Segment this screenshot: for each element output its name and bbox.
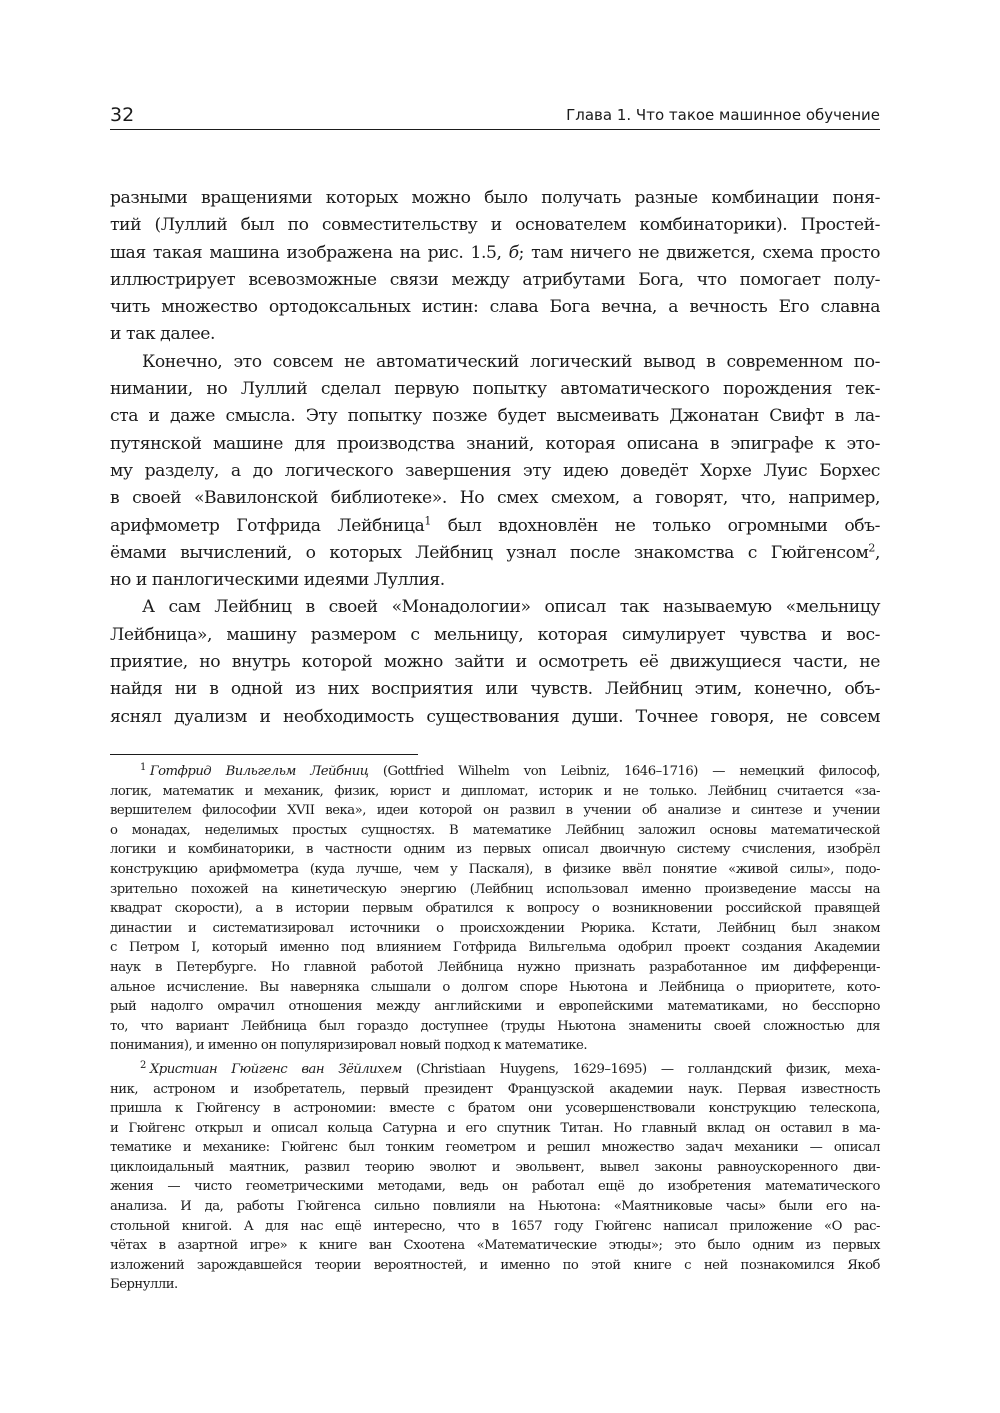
- footnote-1-line: квадрат скорости), а в истории первым обратился к вопросу о возникновении российской правящей: [110, 901, 880, 917]
- text-line: арифмометр Готфрида Лейбница$^1$ был вдохновлён не только огромными объ-: [110, 513, 880, 536]
- footnote-2-mark: 2: [140, 1059, 146, 1071]
- footnote-1-line: с Петром I, который именно под влиянием Готфрида Вильгельма одобрил проект создания Академии: [110, 940, 880, 956]
- footnote-2-line: и Гюйгенс открыл и описал кольца Сатурна и его спутник Титан. Но главный вклад он оставил в ма-: [110, 1120, 880, 1136]
- footnotes: [110, 762, 880, 1295]
- text-line: яснял дуализм и необходимость существования души. Точнее говоря, не совсем: [110, 706, 880, 727]
- text-line: ста и даже смысла. Эту попытку позже будет высмеивать Джонатан Свифт в ла-: [110, 406, 880, 427]
- text-line: в своей «Вавилонской библиотеке». Но смех смехом, а говорят, что, например,: [110, 488, 880, 509]
- footnote-2-line: изложений зарождавшейся теории вероятностей, и именно по этой книге с ней познакомился Якоб: [110, 1257, 880, 1273]
- text-line: но и панлогическими идеями Луллия.: [110, 570, 445, 591]
- footnote-1-line: конструкцию арифмометра (куда лучше, чем у Паскаля), в физике ввёл понятие «живой силы», подо-: [110, 861, 880, 877]
- footnote-1-line: наук в Петербурге. Но главной работой Лейбница нужно признать разработанное им дифференци-: [110, 959, 880, 975]
- text-line: приятие, но внутрь которой можно зайти и осмотреть её движущиеся части, не: [110, 652, 880, 673]
- footnote-ref-1: 1: [424, 513, 431, 527]
- footnote-2-line: пришла к Гюйгенсу в астрономии: вместе с братом они усовершенствовали конструкцию телескопа,: [110, 1101, 880, 1117]
- text-line: чить множество ортодоксальных истин: слава Бога вечна, а вечность Его славна: [110, 297, 880, 318]
- footnote-1-line: о монадах, неделимых простых сущностях. В математике Лейбниц заложил основы математической: [110, 822, 880, 838]
- footnote-rule: [110, 754, 418, 755]
- footnote-2-line: стольной книгой. А для нас ещё интересно, что в 1657 году Гюйгенс написал приложение «О рас-: [110, 1218, 880, 1234]
- text-line: иллюстрирует всевозможные связи между атрибутами Бога, что помогает полу-: [110, 269, 880, 290]
- footnote-1-line: понимания), и именно он популяризировал новый подход к математике.: [110, 1038, 588, 1054]
- footnote-2-line: Бернулли.: [110, 1277, 178, 1293]
- page-number: 32: [110, 104, 135, 126]
- footnote-1-line: альное исчисление. Вы наверняка слышали о долгом споре Ньютона и Лейбница о приоритете, кото-: [110, 979, 880, 995]
- footnote-2-line: ник, астроном и изобретатель, первый президент Французской академии наук. Первая известность: [110, 1081, 880, 1097]
- footnote-2-line: тематике и механике: Гюйгенс был тонким геометром и решил множество задач механики — описал: [110, 1140, 880, 1156]
- text-line: тий (Луллий был по совместительству и основателем комбинаторики). Простей-: [110, 215, 880, 236]
- footnote-1-line: династии и систематизировал источники о происхождении Рюрика. Кстати, Лейбниц был знаком: [110, 920, 880, 936]
- text-line: му разделу, а до логического завершения эту идею доведёт Хорхе Луис Борхес: [110, 460, 880, 481]
- footnote-1-mark: 1: [140, 761, 146, 773]
- text-line: ёмами вычислений, о которых Лейбниц узнал после знакомства с Гюйгенсом$^2$,: [110, 541, 880, 563]
- figure-letter: б: [508, 242, 519, 263]
- footnote-1-line: то, что вариант Лейбница был гораздо доступнее (труды Ньютона знамениты своей сложностью для: [110, 1018, 880, 1034]
- footnote-2-name: Христиан Гюйгенс ван Зёйлихем: [149, 1061, 402, 1077]
- text-line: и так далее.: [110, 324, 216, 345]
- text-line: найдя ни в одной из них восприятия или чувств. Лейбниц этим, конечно, объ-: [110, 679, 880, 700]
- footnote-2-line: анализа. И да, работы Гюйгенса сильно повлияли на Ньютона: «Маятниковые часы» были его на-: [110, 1199, 880, 1215]
- text-line: шая такая машина изображена на рис. 1.5, б; там ничего не движется, схема просто: [110, 242, 880, 263]
- footnote-2-line: чётах в азартной игре» к книге ван Схоотена «Математические этюды»; это было одним из первых: [110, 1238, 880, 1254]
- main-text: [110, 185, 880, 731]
- footnote-2-line: жения — чисто геометрическими методами, ведь он работал ещё до изобретения математического: [110, 1179, 880, 1195]
- header-rule: [110, 129, 880, 130]
- footnote-1-line: $^1$ Готфрид Вильгельм Лейбниц (Gottfried Wilhelm von Leibniz, 1646–1716) — немецкий философ,: [140, 761, 880, 779]
- footnote-1-line: вершителем философии XVII века», идеи которой он развил в учении об анализе и синтезе и учении: [110, 803, 880, 819]
- footnote-1-name: Готфрид Вильгельм Лейбниц: [149, 764, 369, 779]
- footnote-1-line: логик, математик и механик, физик, юрист и дипломат, историк и не только. Лейбниц считается «за-: [110, 783, 880, 799]
- footnote-2-line: циклоидальный маятник, развил теорию эволют и эвольвент, вывел законы равноускоренного дви-: [110, 1159, 880, 1175]
- footnote-1-line: логики и комбинаторики, в частности одним из первых описал двоичную систему счисления, изобрёл: [110, 842, 880, 858]
- text-line: путянской машине для производства знаний, которая описана в эпиграфе к это-: [110, 433, 880, 454]
- footnote-ref-2: 2: [868, 541, 875, 555]
- text-line: Конечно, это совсем не автоматический логический вывод в современном по-: [142, 351, 880, 372]
- running-title: Глава 1. Что такое машинное обучение: [566, 106, 880, 124]
- page-header: [110, 103, 880, 127]
- footnote-1-line: рый надолго омрачил отношения между английскими и европейскими математиками, но бесспорно: [110, 999, 880, 1015]
- footnote-2-line: $^2$ Христиан Гюйгенс ван Зёйлихем (Christiaan Huygens, 1629–1695) — голландский физик, меха-: [140, 1059, 880, 1077]
- footnote-1-line: зрительно похожей на кинетическую энергию (Лейбниц использовал именно произведение массы на: [110, 881, 880, 897]
- text-line: Лейбница», машину размером с мельницу, которая симулирует чувства и вос-: [110, 624, 880, 645]
- text-line: А сам Лейбниц в своей «Монадологии» описал так называемую «мельницу: [142, 597, 880, 618]
- text-line: разными вращениями которых можно было получать разные комбинации поня-: [110, 188, 880, 208]
- text-line: нимании, но Луллий сделал первую попытку автоматического порождения тек-: [110, 379, 880, 400]
